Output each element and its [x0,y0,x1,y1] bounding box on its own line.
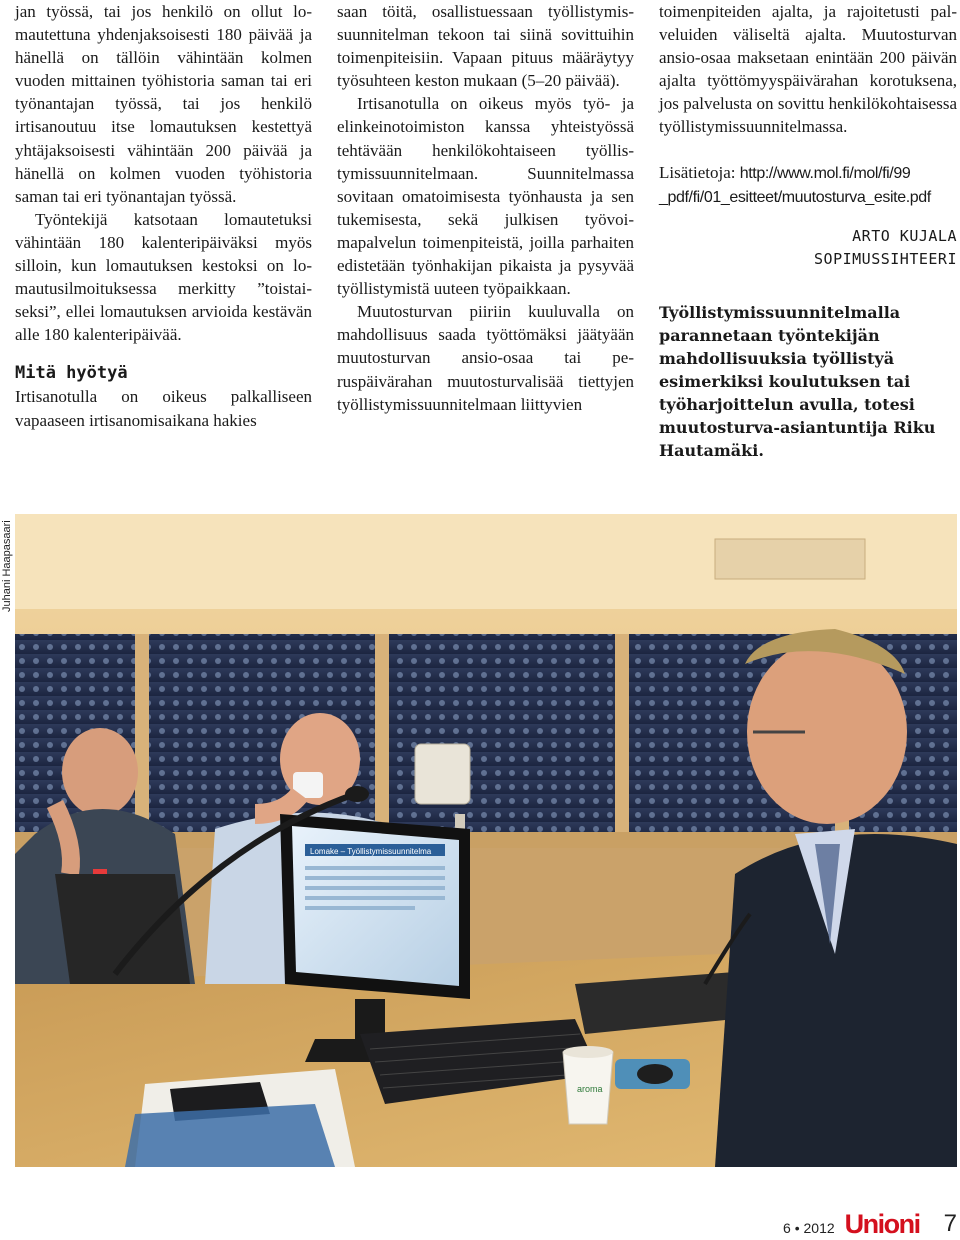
author-name: ARTO KUJALA [852,226,957,245]
monitor-header-text: Lomake – Työllistymissuunnitelma [310,847,432,856]
photo-credit: Juhani Haapasaari [1,520,13,612]
article-paragraph: toimenpiteiden ajalta, ja rajoitetusti palveluiden väliseltä ajalta. Muutosturvan ansio-osaa maksetaan enintään 200 päivän ajalta työttömyyspäivärahan korotuksena, jos palvelusta on sovittu henkilökohtaisessa työllistymissuunnitelmassa. [659,2,957,137]
article-paragraph: Irtisanotulla on oikeus myös työ- ja elinkeinotoimiston kanssa yhteistyössä tehtävään henkilökohtaiseen työllistymissuunnitelmaan. Suunnitelmassa sovitaan omatoimisesta työnhausta ja sen tukemisesta, sekä julkisen työvoimapalvelun toimenpiteistä, joilla parhaiten edistetään työnhakijan pikaista ja pysyvää työllistymistä uuteen työpaikkaan. [337,94,634,299]
article-paragraph: Työntekijä katsotaan lomautetuksi vähintään 180 kalenteripäiväksi myös silloin, kun lomautuksen kestoksi on lomautusilmoituksessa merkitty ”toistaiseksi”, ellei lomautuksen arvioida kestävän alle 180 kalenteripäivää. [15,209,312,345]
section-subheading: Mitä hyötyä [15,363,128,384]
article-photo [15,514,957,1167]
author-title: SOPIMUSSIHTEERI [814,249,957,268]
photo-caption: Työllistymissuunnitelmalla parannetaan työntekijän mahdollisuuksia työllistyä esimerkiksi koulutuksen tai työharjoittelun avulla, totesi muutosturva-asiantuntija Riku Hautamäki. [659,302,936,460]
coffee-cup [563,1046,613,1124]
issue-number: 6 • 2012 [783,1220,835,1236]
meeting-room-illustration [15,514,957,1167]
article-paragraph: saan töitä, osallistuessaan työllistymissuunnitelman tekoon tai siinä sovittuihin toimenpiteisiin. Vapaan pituus määräytyy työsuhteen keston mukaan (5–20 päivää). [337,2,634,91]
page-number: 7 [943,1210,957,1237]
more-info [659,161,957,209]
cup-text: aroma [577,1084,603,1094]
more-info-link-cont[interactable]: _pdf/fi/01_esitteet/muutosturva_esite.pdf [659,188,931,206]
article-column-1 [15,0,312,432]
page-footer [783,1208,957,1238]
magazine-logo: Unioni [844,1209,920,1239]
more-info-label: Lisätietoja: [659,162,736,182]
article-column-3 [659,0,957,462]
article-paragraph: Irtisanotulla on oikeus palkalliseen vapaaseen irtisanomisaikana hakies [15,387,312,430]
article-column-2 [337,0,634,416]
more-info-link[interactable]: http://www.mol.fi/mol/fi/99 [739,164,911,182]
article-paragraph: jan työssä, tai jos henkilö on ollut lomautettuna yhdenjaksoisesti 180 päivää ja hänellä on tällöin vähintään kolmen vuoden mittainen työhistoria saman tai eri työnantajan työssä, tai jos henkilö irtisanoutuu itse lomautuksen kestettyä yhtäjaksoisesti vähintään 200 päivää ja hänellä on kolmen vuoden työhistoria saman tai eri työnantajan työssä. [15,2,312,206]
article-paragraph: Muutosturvan piiriin kuuluvalla on mahdollisuus saada työttömäksi jäätyään muutosturvan ansio-osaa tai peruspäivärahan muutosturvalisää tiettyjen työllistymissuunnitelmaan liittyvien [337,302,634,414]
author-byline [659,225,957,271]
